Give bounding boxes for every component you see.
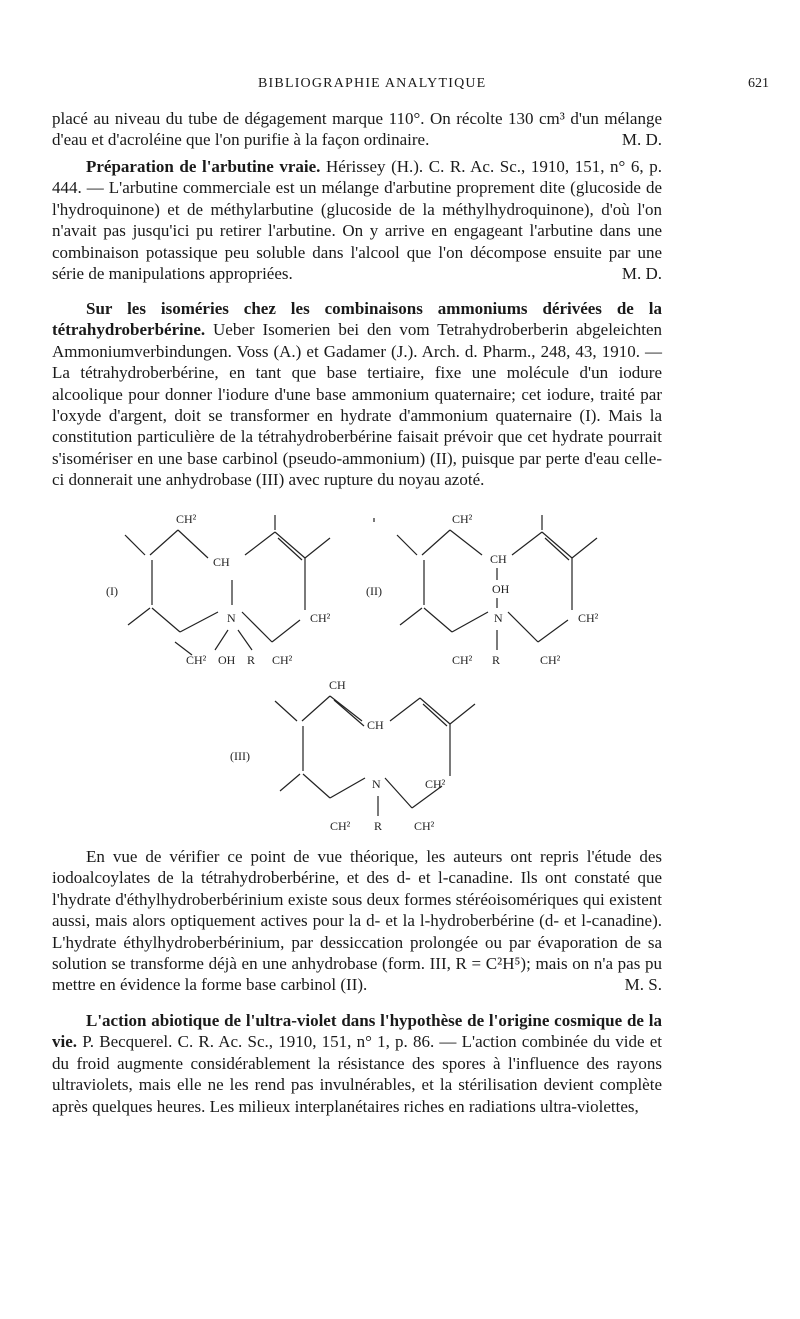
structural-formula-III (0, 676, 800, 836)
atom-label: CH² (414, 819, 435, 833)
article-signature: M. D. (621, 264, 662, 284)
atom-label: CH² (425, 777, 446, 791)
atom-label: CH² (452, 512, 473, 526)
article-text: L'arbutine commerciale est un mélange d'arbutine proprement dite (glucoside de l'hydroquinone) et de méthylarbutine (glucoside de la méthylhydroquinone), d'où l'on n'avait pas jusqu'ici pu retirer l'arbutine. On y arrive en engageant l'arbutine dans une combinaison potassique peu soluble dans l'alcool que l'on décompose ensuite par une série de manipulations appropriées. (52, 178, 663, 284)
article-text: L'action combinée du vide et du froid augmente considérablement la résistance des spores à l'influence des rayons ultraviolets, mais elle ne les rend pas invulnérables, et la stérilisation devient complète après quelques heures. Les milieux interplanétaires riches en radiations ultra-violettes, (52, 1032, 663, 1116)
atom-label: CH² (330, 819, 351, 833)
article-text: placé au niveau du tube de dégagement marque 110°. On récolte 130 cm³ d'un mélange d'eau et d'acroléine que l'on purifie à la façon ordinaire. (52, 109, 662, 150)
article-citation: Ueber Isomerien bei den vom Tetrahydroberberin abgeleichten Ammoniumverbindungen. Voss (A.) et Gadamer (J.). Arch. d. Pharm., 248, 43, 1910. — (52, 320, 663, 361)
atom-label: CH² (578, 611, 599, 625)
atom-label: CH² (186, 653, 207, 667)
article-title: Préparation de l'arbutine vraie. (86, 157, 321, 176)
atom-label: OH (218, 653, 236, 667)
article-signature: M. S. (624, 975, 662, 995)
atom-label: CH² (272, 653, 293, 667)
atom-label: R (492, 653, 501, 667)
article-text: En vue de vérifier ce point de vue théorique, les auteurs ont repris l'étude des iodoalcoylates de la tétrahydroberbérine, et des d- et l-canadine. Ils ont constaté que l'hydrate d'éthylhydroberbérinium existe sous deux formes stéréoisomériques qui existent aussi, mais alors optiquement actives pour la d- et la l-hydroberbérine (d- et l-canadine). L'hydrate éthylhydroberbérinium, par dessiccation prolongée ou par évaporation de sa solution se transforme déjà en une anhydrobase (form. III, R = C²H⁵); mais on n'a pas pu mettre en évidence la forme base carbinol (II). (52, 847, 662, 995)
atom-label: CH (329, 678, 346, 692)
atom-label: CH² (310, 611, 331, 625)
article-acroleine (52, 108, 662, 151)
article-title: Sur les isoméries chez les combinaisons ammoniums dérivées de la tétrahydroberbérine. (52, 299, 662, 340)
article-signature: M. D. (621, 130, 662, 150)
article-ultraviolet (52, 1010, 662, 1117)
running-title: BIBLIOGRAPHIE ANALYTIQUE (258, 76, 487, 91)
formula-label: (II) (366, 584, 382, 598)
atom-label: CH² (540, 653, 561, 667)
article-citation: Hérissey (H.). C. R. Ac. Sc., 1910, 151, n° 6, p. 444. — (52, 157, 662, 198)
atom-label: R (374, 819, 383, 833)
atom-label: N (494, 611, 503, 625)
atom-label: CH (490, 552, 507, 566)
article-title: L'action abiotique de l'ultra-violet dans l'hypothèse de l'origine cosmique de la vie. (52, 1011, 662, 1052)
formula-I (106, 512, 331, 667)
formula-label: (I) (106, 584, 118, 598)
formula-III (230, 678, 475, 833)
atom-label: CH (213, 555, 230, 569)
article-isomeries-continued (52, 846, 662, 996)
atom-label: N (372, 777, 381, 791)
formula-label: (III) (230, 749, 250, 763)
page-header (0, 76, 800, 96)
atom-label: N (227, 611, 236, 625)
article-text: La tétrahydroberbérine, en tant que base tertiaire, fixe une molécule d'un iodure alcoolique pour donner l'iodure d'une base ammonium quaternaire; cet iodure, traité par l'oxyde d'argent, doit se transformer en hydrate d'ammonium quaternaire (I). Mais la constitution particulière de la tétrahydroberbérine faisait prévoir que cet hydrate pourrait s'isomériser en une base carbinol (pseudo-ammonium) (II), puisque par perte d'eau celle-ci donnerait une anhydrobase (III) avec rupture du noyau azoté. (52, 363, 662, 490)
formula-II (366, 512, 599, 667)
atom-label: R (247, 653, 256, 667)
atom-label: CH (367, 718, 384, 732)
atom-label: CH² (176, 512, 197, 526)
article-isomeries (52, 298, 662, 491)
page-number: 621 (748, 76, 769, 91)
article-arbutine (52, 156, 662, 284)
atom-label: CH² (452, 653, 473, 667)
atom-label: OH (492, 582, 510, 596)
structural-formulas-I-II (0, 510, 800, 670)
article-citation: P. Becquerel. C. R. Ac. Sc., 1910, 151, n° 1, p. 86. — (82, 1032, 457, 1052)
